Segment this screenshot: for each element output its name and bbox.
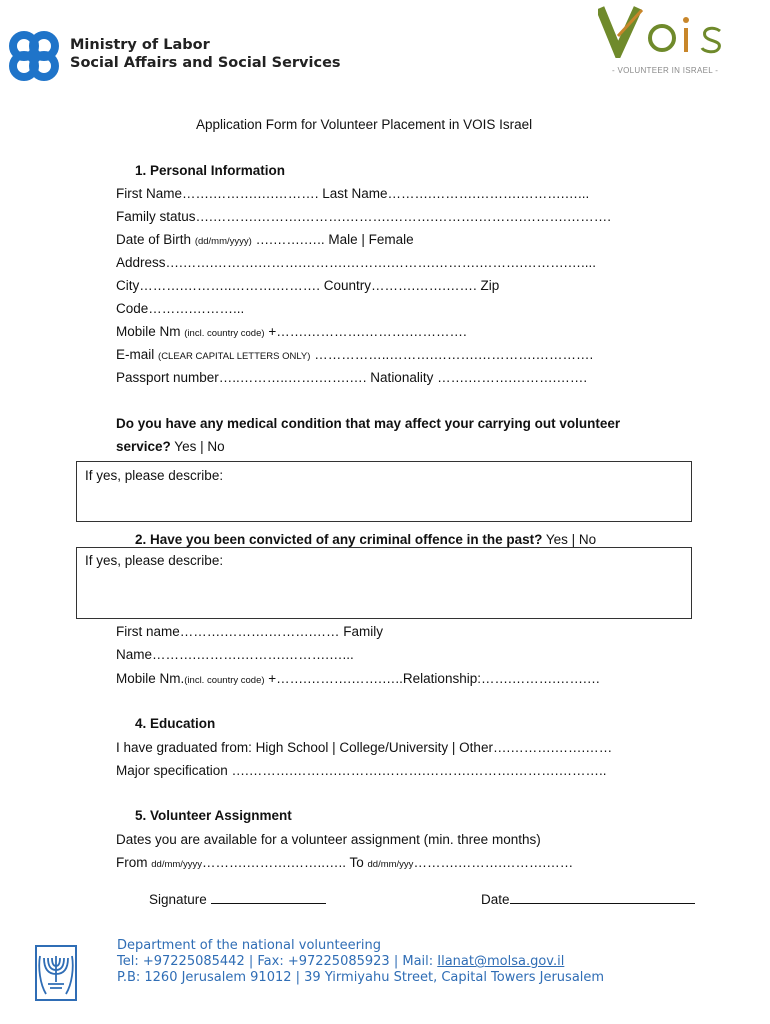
availability-text: Dates you are available for a volunteer assignment (min. three months) (116, 832, 541, 847)
contact-mobile-relationship-field[interactable] (116, 671, 600, 689)
medical-yes-no-options[interactable]: Yes | No (170, 439, 225, 454)
dob-dots-gender: ….…….….. Male | Female (255, 232, 414, 247)
date-line[interactable] (510, 891, 695, 904)
footer-department: Department of the national volunteering (117, 938, 382, 953)
family-status-field[interactable]: Family status….……….……….……….……….……….……….……….……….………. (116, 209, 612, 224)
signature-label: Signature (149, 892, 211, 907)
signature-line[interactable] (211, 891, 326, 904)
contact-mobile-label: Mobile Nm. (116, 671, 185, 686)
major-specification-field[interactable]: Major specification ….……….……….……….……….……….……….……….……….. (116, 763, 607, 778)
date-field[interactable] (481, 891, 695, 908)
ministry-name-line1: Ministry of Labor (70, 37, 210, 53)
ministry-logo-icon (6, 28, 62, 84)
vois-logo-icon (598, 6, 730, 58)
medical-question-service: service? (116, 439, 171, 454)
dob-label: Date of Birth (116, 232, 192, 247)
contact-mobile-dots: +…….……….…….…..Relationship:…….……….…….… (264, 671, 601, 686)
city-country-zip-field[interactable]: City……….………..……….………. Country……….…….……. Zip (116, 278, 500, 293)
signature-field[interactable] (149, 891, 326, 908)
footer-email-link[interactable]: Ilanat@molsa.gov.il (437, 954, 565, 969)
to-dots: ……….……….……….…… (413, 855, 574, 870)
email-hint: (CLEAR CAPITAL LETTERS ONLY) (158, 351, 311, 362)
first-last-name-field[interactable]: First Name…….……….….………. Last Name……….……….……….……….…... (116, 186, 590, 201)
footer-address: P.B: 1260 Jerusalem 91012 | 39 Yirmiyahu Street, Capital Towers Jerusalem (117, 970, 605, 985)
to-hint: dd/mm/yyy (367, 859, 414, 870)
medical-describe-label: If yes, please describe: (85, 468, 224, 483)
israel-emblem-icon (34, 944, 78, 1002)
vois-tagline: - VOLUNTEER IN ISRAEL - (612, 66, 719, 75)
medical-question-line2 (116, 439, 225, 455)
criminal-yes-no-options[interactable]: Yes | No (542, 532, 597, 547)
contact-first-family-name-field[interactable]: First name……….……….……….…… Family (116, 624, 384, 639)
date-of-birth-gender-field[interactable] (116, 232, 414, 250)
graduated-from-field[interactable]: I have graduated from: High School | College/University | Other….……….…….…… (116, 740, 613, 755)
mobile-dots: +…….………….……….…………. (268, 324, 467, 339)
ministry-name (70, 36, 341, 72)
medical-question-line1: Do you have any medical condition that may affect your carrying out volunteer (116, 416, 621, 431)
from-label: From (116, 855, 148, 870)
criminal-describe-box[interactable] (76, 547, 692, 619)
from-hint: dd/mm/yyyy (151, 859, 202, 870)
mobile-label: Mobile Nm (116, 324, 181, 339)
contact-name-field[interactable]: Name……….……….……….……….…... (116, 647, 354, 662)
criminal-question (135, 532, 596, 548)
footer-contacts (117, 954, 564, 970)
date-label: Date (481, 892, 510, 907)
zip-code-field[interactable]: Code……….………... (116, 301, 245, 316)
passport-nationality-field[interactable]: Passport number…..………..…….…….…. Nationality …….……….……….……. (116, 370, 588, 385)
form-title: Application Form for Volunteer Placement in VOIS Israel (196, 117, 533, 132)
criminal-question-text: 2. Have you been convicted of any criminal offence in the past? (135, 532, 543, 547)
availability-dates-field[interactable] (116, 855, 573, 873)
section-education-heading: 4. Education (135, 716, 216, 731)
ministry-name-line2: Social Affairs and Social Services (70, 55, 341, 71)
footer-tel-fax: Tel: +97225085442 | Fax: +97225085923 | Mail: (117, 954, 438, 969)
section-personal-information-heading: 1. Personal Information (135, 163, 286, 178)
email-field[interactable] (116, 347, 593, 365)
email-label: E-mail (116, 347, 155, 362)
section-volunteer-assignment-heading: 5. Volunteer Assignment (135, 808, 292, 823)
medical-describe-box[interactable] (76, 461, 692, 522)
mobile-number-field[interactable] (116, 324, 467, 342)
from-dots: ……….……….……..….. To (201, 855, 364, 870)
criminal-describe-label: If yes, please describe: (85, 553, 224, 568)
email-dots: ……………..……….……….………….…………. (314, 347, 594, 362)
address-field[interactable]: Address….…….……….……….……….……….……….……….……….……….….... (116, 255, 597, 270)
mobile-hint: (incl. country code) (184, 328, 265, 339)
dob-hint: (dd/mm/yyyy) (194, 236, 252, 247)
contact-mobile-hint: (incl. country code) (184, 675, 265, 686)
